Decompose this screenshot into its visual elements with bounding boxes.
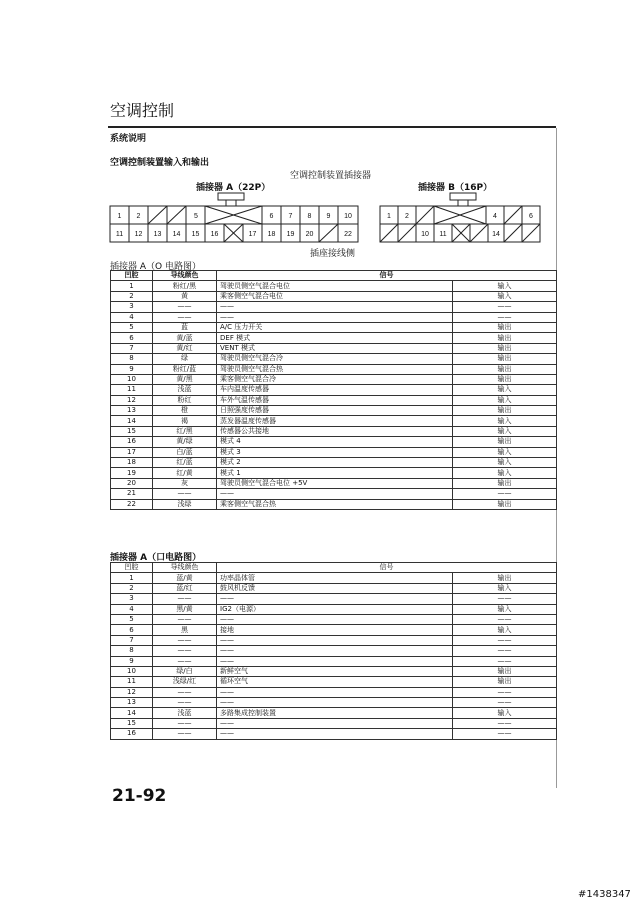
signal-cell: VENT 模式 xyxy=(217,343,453,353)
table1-header-signal: 信号 xyxy=(217,271,557,281)
signal-cell: 驾驶员侧空气混合电位 +5V xyxy=(217,478,453,488)
table-row xyxy=(111,322,557,332)
color-cell: 蓝/黄 xyxy=(153,573,217,583)
io-cell: 输出 xyxy=(453,343,557,353)
io-cell: 输出 xyxy=(453,354,557,364)
pin-cell: 17 xyxy=(111,447,153,457)
table-row xyxy=(111,478,557,488)
color-cell: 黄/绿 xyxy=(153,437,217,447)
color-cell: 浅绿/红 xyxy=(153,677,217,687)
pin-cell: 12 xyxy=(111,687,153,697)
table-row xyxy=(111,364,557,374)
signal-cell: 乘客侧空气混合电位 xyxy=(217,291,453,301)
conn-a-pin-8: 8 xyxy=(307,213,312,220)
signal-cell: 乘客侧空气混合冷 xyxy=(217,374,453,384)
table-row xyxy=(111,583,557,593)
color-cell: 蓝/红 xyxy=(153,583,217,593)
conn-a-pin-19: 19 xyxy=(286,231,295,238)
color-cell: —— xyxy=(153,718,217,728)
color-cell: 黄/蓝 xyxy=(153,333,217,343)
pin-cell: 14 xyxy=(111,416,153,426)
table-row xyxy=(111,604,557,614)
color-cell: 粉红 xyxy=(153,395,217,405)
pin-cell: 21 xyxy=(111,489,153,499)
table2-caption: 插接器 A（口电路图） xyxy=(110,553,202,563)
pin-cell: 11 xyxy=(111,677,153,687)
signal-cell: DEF 模式 xyxy=(217,333,453,343)
conn-a-pin-13: 13 xyxy=(153,231,162,238)
connector-a-label: 插接器 A（22P） xyxy=(196,183,271,193)
pin-cell: 4 xyxy=(111,312,153,322)
signal-cell: —— xyxy=(217,646,453,656)
pin-cell: 6 xyxy=(111,333,153,343)
io-cell: 输出 xyxy=(453,677,557,687)
color-cell: —— xyxy=(153,687,217,697)
table1-header-color: 导线颜色 xyxy=(153,271,217,281)
color-cell: 浅蓝 xyxy=(153,385,217,395)
color-cell: 灰 xyxy=(153,478,217,488)
title-rule xyxy=(108,126,556,128)
table-row xyxy=(111,354,557,364)
io-cell: —— xyxy=(453,729,557,739)
pin-cell: 3 xyxy=(111,594,153,604)
pin-cell: 9 xyxy=(111,364,153,374)
pin-cell: 10 xyxy=(111,374,153,384)
io-cell: 输出 xyxy=(453,666,557,676)
signal-cell: —— xyxy=(217,718,453,728)
signal-cell: IG2（电源） xyxy=(217,604,453,614)
io-cell: 输入 xyxy=(453,604,557,614)
pin-cell: 8 xyxy=(111,354,153,364)
io-cell: 输入 xyxy=(453,395,557,405)
color-cell: 白/蓝 xyxy=(153,447,217,457)
color-cell: 红/蓝 xyxy=(153,458,217,468)
table-row xyxy=(111,281,557,291)
io-cell: 输入 xyxy=(453,416,557,426)
conn-a-pin-12: 12 xyxy=(134,231,143,238)
conn-b-pin-4: 4 xyxy=(493,213,497,220)
table-row xyxy=(111,458,557,468)
signal-cell: —— xyxy=(217,489,453,499)
conn-b-pin-1: 1 xyxy=(387,213,391,220)
conn-a-pin-10: 10 xyxy=(344,213,352,220)
color-cell: —— xyxy=(153,489,217,499)
signal-cell: 模式 3 xyxy=(217,447,453,457)
io-cell: —— xyxy=(453,718,557,728)
color-cell: 绿/白 xyxy=(153,666,217,676)
color-cell: 绿 xyxy=(153,354,217,364)
signal-cell: 蒸发器温度传感器 xyxy=(217,416,453,426)
io-cell: 输入 xyxy=(453,385,557,395)
pin-cell: 1 xyxy=(111,573,153,583)
signal-cell: —— xyxy=(217,614,453,624)
table-row xyxy=(111,646,557,656)
signal-cell: 车外气温传感器 xyxy=(217,395,453,405)
signal-cell: 驾驶员侧空气混合电位 xyxy=(217,281,453,291)
io-cell: 输出 xyxy=(453,406,557,416)
page-title: 空调控制 xyxy=(110,101,175,120)
signal-cell: 传感器公共接地 xyxy=(217,426,453,436)
io-cell: —— xyxy=(453,646,557,656)
signal-cell: 鼓风机反馈 xyxy=(217,583,453,593)
pin-cell: 16 xyxy=(111,437,153,447)
signal-cell: 模式 2 xyxy=(217,458,453,468)
table-row xyxy=(111,416,557,426)
io-cell: —— xyxy=(453,656,557,666)
io-cell: —— xyxy=(453,312,557,322)
conn-a-pin-7: 7 xyxy=(288,213,293,220)
table-row xyxy=(111,666,557,676)
pin-cell: 13 xyxy=(111,698,153,708)
signal-cell: 接地 xyxy=(217,625,453,635)
table-row xyxy=(111,406,557,416)
color-cell: 黄/黑 xyxy=(153,374,217,384)
conn-b-pin-14: 14 xyxy=(492,231,500,238)
watermark-stamp: #1438347 xyxy=(578,889,631,900)
table1 xyxy=(110,270,557,510)
signal-cell: 日照强度传感器 xyxy=(217,406,453,416)
table-row xyxy=(111,489,557,499)
table-row xyxy=(111,499,557,509)
io-cell: 输入 xyxy=(453,281,557,291)
io-cell: 输出 xyxy=(453,322,557,332)
pin-cell: 13 xyxy=(111,406,153,416)
conn-a-pin-9: 9 xyxy=(326,213,331,220)
table-row xyxy=(111,573,557,583)
color-cell: —— xyxy=(153,312,217,322)
pin-cell: 19 xyxy=(111,468,153,478)
conn-a-pin-20: 20 xyxy=(305,231,314,238)
conn-a-pin-2: 2 xyxy=(136,213,141,220)
conn-a-pin-5: 5 xyxy=(194,213,198,220)
table-row xyxy=(111,385,557,395)
color-cell: —— xyxy=(153,656,217,666)
conn-b-pin-2: 2 xyxy=(405,213,409,220)
signal-cell: —— xyxy=(217,656,453,666)
table-row xyxy=(111,312,557,322)
conn-a-pin-14: 14 xyxy=(172,231,181,238)
pin-cell: 7 xyxy=(111,343,153,353)
pin-cell: 5 xyxy=(111,322,153,332)
color-cell: 红/黑 xyxy=(153,426,217,436)
table-row xyxy=(111,333,557,343)
connector-b-label: 插接器 B（16P） xyxy=(418,183,493,193)
signal-cell: 驾驶员侧空气混合冷 xyxy=(217,354,453,364)
connector-b-diagram xyxy=(378,192,544,244)
color-cell: —— xyxy=(153,729,217,739)
conn-a-pin-16: 16 xyxy=(210,231,219,238)
io-cell: —— xyxy=(453,302,557,312)
pin-cell: 12 xyxy=(111,395,153,405)
table-row xyxy=(111,594,557,604)
pin-cell: 2 xyxy=(111,583,153,593)
pin-cell: 14 xyxy=(111,708,153,718)
pin-cell: 9 xyxy=(111,656,153,666)
color-cell: 黄 xyxy=(153,291,217,301)
signal-cell: 驾驶员侧空气混合热 xyxy=(217,364,453,374)
terminal-side-caption: 插座接线侧 xyxy=(310,249,356,259)
io-cell: 输出 xyxy=(453,499,557,509)
io-cell: —— xyxy=(453,635,557,645)
signal-cell: —— xyxy=(217,687,453,697)
pin-cell: 22 xyxy=(111,499,153,509)
table1-caption: 插接器 A（O 电路图） xyxy=(110,262,201,272)
color-cell: —— xyxy=(153,302,217,312)
table2-header-color: 导线颜色 xyxy=(153,563,217,573)
color-cell: 蓝 xyxy=(153,322,217,332)
color-cell: 黑/黄 xyxy=(153,604,217,614)
signal-cell: 乘客侧空气混合热 xyxy=(217,499,453,509)
signal-cell: 模式 1 xyxy=(217,468,453,478)
table-row xyxy=(111,302,557,312)
subtitle: 空调控制装置输入和输出 xyxy=(110,158,210,168)
color-cell: 浅绿 xyxy=(153,499,217,509)
color-cell: —— xyxy=(153,635,217,645)
conn-a-pin-1: 1 xyxy=(117,213,122,220)
io-cell: 输入 xyxy=(453,708,557,718)
pin-cell: 1 xyxy=(111,281,153,291)
pin-cell: 10 xyxy=(111,666,153,676)
io-cell: 输入 xyxy=(453,447,557,457)
conn-b-pin-10: 10 xyxy=(421,231,429,238)
signal-cell: —— xyxy=(217,635,453,645)
table-row xyxy=(111,677,557,687)
conn-b-pin-6: 6 xyxy=(529,213,533,220)
table-row xyxy=(111,426,557,436)
color-cell: 黄/红 xyxy=(153,343,217,353)
signal-cell: —— xyxy=(217,594,453,604)
io-cell: —— xyxy=(453,687,557,697)
signal-cell: 新鲜空气 xyxy=(217,666,453,676)
pin-cell: 20 xyxy=(111,478,153,488)
pin-cell: 3 xyxy=(111,302,153,312)
io-cell: 输出 xyxy=(453,478,557,488)
pin-cell: 15 xyxy=(111,718,153,728)
section-heading: 系统说明 xyxy=(110,134,147,144)
pin-cell: 4 xyxy=(111,604,153,614)
table-row xyxy=(111,729,557,739)
connector-caption: 空调控制装置插接器 xyxy=(290,171,372,181)
signal-cell: A/C 压力开关 xyxy=(217,322,453,332)
conn-a-pin-11: 11 xyxy=(115,231,124,238)
table-row xyxy=(111,437,557,447)
table-row xyxy=(111,708,557,718)
conn-a-pin-6: 6 xyxy=(269,213,274,220)
page-number: 21-92 xyxy=(112,786,167,806)
color-cell: 浅蓝 xyxy=(153,708,217,718)
io-cell: 输出 xyxy=(453,437,557,447)
pin-cell: 5 xyxy=(111,614,153,624)
table1-header-pin: 凹腔 xyxy=(111,271,153,281)
io-cell: 输入 xyxy=(453,291,557,301)
io-cell: —— xyxy=(453,489,557,499)
table-row xyxy=(111,687,557,697)
color-cell: 粉红/蓝 xyxy=(153,364,217,374)
io-cell: 输出 xyxy=(453,374,557,384)
signal-cell: 模式 4 xyxy=(217,437,453,447)
signal-cell: 多路集成控制装置 xyxy=(217,708,453,718)
io-cell: 输出 xyxy=(453,333,557,343)
pin-cell: 16 xyxy=(111,729,153,739)
table-row xyxy=(111,635,557,645)
io-cell: 输入 xyxy=(453,583,557,593)
pin-cell: 2 xyxy=(111,291,153,301)
color-cell: —— xyxy=(153,614,217,624)
io-cell: 输出 xyxy=(453,573,557,583)
color-cell: 褐 xyxy=(153,416,217,426)
table-row xyxy=(111,718,557,728)
io-cell: —— xyxy=(453,594,557,604)
table-row xyxy=(111,395,557,405)
conn-a-pin-15: 15 xyxy=(191,231,200,238)
conn-a-pin-18: 18 xyxy=(267,231,276,238)
table-row xyxy=(111,698,557,708)
color-cell: 橙 xyxy=(153,406,217,416)
io-cell: —— xyxy=(453,698,557,708)
pin-cell: 7 xyxy=(111,635,153,645)
signal-cell: 功率晶体管 xyxy=(217,573,453,583)
io-cell: 输入 xyxy=(453,426,557,436)
table-row xyxy=(111,291,557,301)
table2-header-signal: 信号 xyxy=(217,563,557,573)
connector-a-diagram xyxy=(108,192,360,244)
color-cell: 粉红/黑 xyxy=(153,281,217,291)
signal-cell: —— xyxy=(217,729,453,739)
pin-cell: 15 xyxy=(111,426,153,436)
pin-cell: 8 xyxy=(111,646,153,656)
table-row xyxy=(111,468,557,478)
table-row xyxy=(111,374,557,384)
signal-cell: —— xyxy=(217,312,453,322)
table-row xyxy=(111,614,557,624)
signal-cell: —— xyxy=(217,302,453,312)
io-cell: 输入 xyxy=(453,458,557,468)
io-cell: —— xyxy=(453,614,557,624)
io-cell: 输入 xyxy=(453,468,557,478)
table2 xyxy=(110,562,557,740)
color-cell: 黑 xyxy=(153,625,217,635)
signal-cell: 车内温度传感器 xyxy=(217,385,453,395)
signal-cell: —— xyxy=(217,698,453,708)
table-row xyxy=(111,625,557,635)
table-row xyxy=(111,447,557,457)
pin-cell: 18 xyxy=(111,458,153,468)
io-cell: 输入 xyxy=(453,625,557,635)
table-row xyxy=(111,343,557,353)
table-row xyxy=(111,656,557,666)
color-cell: —— xyxy=(153,646,217,656)
color-cell: —— xyxy=(153,698,217,708)
table2-header-pin: 凹腔 xyxy=(111,563,153,573)
pin-cell: 6 xyxy=(111,625,153,635)
conn-a-pin-17: 17 xyxy=(248,231,257,238)
pin-cell: 11 xyxy=(111,385,153,395)
signal-cell: 循环空气 xyxy=(217,677,453,687)
conn-a-pin-22: 22 xyxy=(344,231,352,238)
io-cell: 输出 xyxy=(453,364,557,374)
conn-b-pin-11: 11 xyxy=(439,231,447,238)
color-cell: —— xyxy=(153,594,217,604)
color-cell: 红/黄 xyxy=(153,468,217,478)
